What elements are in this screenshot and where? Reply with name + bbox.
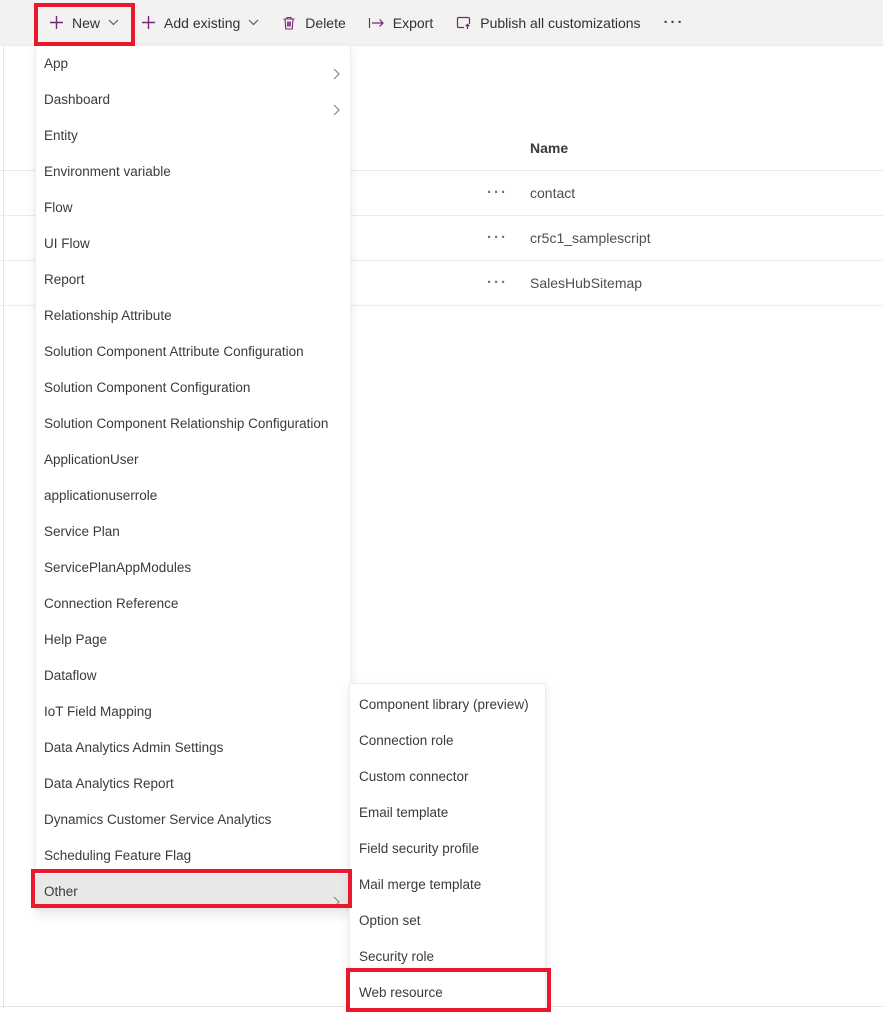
menu-item-label: IoT Field Mapping <box>44 704 152 719</box>
menu-item-applicationuser[interactable] <box>36 442 350 478</box>
publish-button-label: Publish all customizations <box>480 14 641 31</box>
menu-item-flow[interactable] <box>36 190 350 226</box>
menu-item-label: ApplicationUser <box>44 452 139 467</box>
menu-item-report[interactable] <box>36 262 350 298</box>
submenu-item-label: Connection role <box>359 733 454 748</box>
export-arrow-icon <box>368 16 385 30</box>
menu-item-label: ServicePlanAppModules <box>44 560 192 575</box>
submenu-item-connection-role[interactable] <box>350 723 545 759</box>
menu-item-label: Dashboard <box>44 92 111 107</box>
delete-button[interactable] <box>270 0 356 46</box>
new-dropdown-menu <box>35 45 351 911</box>
row-name-cell: SalesHubSitemap <box>530 275 643 291</box>
menu-item-environment-variable[interactable] <box>36 154 350 190</box>
submenu-item-security-role[interactable] <box>350 939 545 975</box>
chevron-right-icon <box>333 886 340 922</box>
menu-item-label: Solution Component Relationship Configuration <box>44 416 329 431</box>
row-menu-ellipsis-icon[interactable]: ··· <box>487 184 508 201</box>
delete-button-label: Delete <box>305 14 346 31</box>
submenu-item-field-security-profile[interactable] <box>350 831 545 867</box>
submenu-item-label: Web resource <box>359 985 443 1000</box>
submenu-item-custom-connector[interactable] <box>350 759 545 795</box>
menu-item-dashboard[interactable] <box>36 82 350 118</box>
menu-item-label: Other <box>44 884 78 899</box>
menu-item-label: Data Analytics Report <box>44 776 174 791</box>
publish-all-customizations-button[interactable] <box>444 0 651 46</box>
submenu-item-label: Custom connector <box>359 769 469 784</box>
menu-item-app[interactable] <box>36 46 350 82</box>
command-bar <box>0 0 883 46</box>
chevron-down-icon <box>248 19 259 26</box>
menu-item-label: Dataflow <box>44 668 97 683</box>
menu-item-other[interactable] <box>36 874 350 910</box>
submenu-item-component-library-preview[interactable] <box>350 687 545 723</box>
submenu-item-mail-merge-template[interactable] <box>350 867 545 903</box>
menu-item-label: Connection Reference <box>44 596 179 611</box>
menu-item-entity[interactable] <box>36 118 350 154</box>
menu-item-connection-reference[interactable] <box>36 586 350 622</box>
publish-icon <box>455 15 472 31</box>
menu-item-data-analytics-admin-settings[interactable] <box>36 730 350 766</box>
menu-item-label: Environment variable <box>44 164 171 179</box>
menu-item-solution-component-configuration[interactable] <box>36 370 350 406</box>
submenu-item-label: Email template <box>359 805 449 820</box>
trash-icon <box>281 15 297 31</box>
menu-item-dataflow[interactable] <box>36 658 350 694</box>
plus-icon <box>141 15 156 30</box>
chevron-down-icon <box>108 19 119 26</box>
menu-item-label: Dynamics Customer Service Analytics <box>44 812 272 827</box>
export-button[interactable] <box>357 0 444 46</box>
other-submenu <box>349 683 546 1011</box>
menu-item-label: Flow <box>44 200 73 215</box>
submenu-item-label: Component library (preview) <box>359 697 529 712</box>
menu-item-label: applicationuserrole <box>44 488 158 503</box>
menu-item-label: Solution Component Configuration <box>44 380 251 395</box>
menu-item-relationship-attribute[interactable] <box>36 298 350 334</box>
submenu-item-email-template[interactable] <box>350 795 545 831</box>
submenu-item-option-set[interactable] <box>350 903 545 939</box>
menu-item-help-page[interactable] <box>36 622 350 658</box>
menu-item-label: Solution Component Attribute Configuration <box>44 344 304 359</box>
menu-item-dynamics-customer-service-analytics[interactable] <box>36 802 350 838</box>
submenu-item-web-resource[interactable] <box>350 975 545 1011</box>
submenu-item-label: Security role <box>359 949 435 964</box>
menu-item-iot-field-mapping[interactable] <box>36 694 350 730</box>
row-name-cell: cr5c1_samplescript <box>530 230 651 246</box>
menu-item-label: Relationship Attribute <box>44 308 172 323</box>
export-button-label: Export <box>392 14 434 31</box>
menu-item-label: Scheduling Feature Flag <box>44 848 192 863</box>
menu-item-label: Entity <box>44 128 78 143</box>
menu-item-applicationuserrole[interactable] <box>36 478 350 514</box>
menu-item-label: App <box>44 56 69 71</box>
menu-item-label: UI Flow <box>44 236 90 251</box>
menu-item-serviceplanappmodules[interactable] <box>36 550 350 586</box>
add-existing-button[interactable] <box>130 0 270 46</box>
menu-item-label: Service Plan <box>44 524 120 539</box>
row-menu-ellipsis-icon[interactable]: ··· <box>487 274 508 291</box>
submenu-item-label: Mail merge template <box>359 877 482 892</box>
menu-item-solution-component-attribute-configuration[interactable] <box>36 334 350 370</box>
menu-item-solution-component-relationship-configuration[interactable] <box>36 406 350 442</box>
ellipsis-icon: ··· <box>663 14 685 31</box>
menu-item-service-plan[interactable] <box>36 514 350 550</box>
menu-item-ui-flow[interactable] <box>36 226 350 262</box>
new-button[interactable] <box>38 0 130 46</box>
plus-icon <box>49 15 64 30</box>
new-button-label: New <box>72 14 101 31</box>
toolbar-overflow-button[interactable] <box>652 0 697 46</box>
menu-item-label: Report <box>44 272 85 287</box>
row-name-cell: contact <box>530 185 576 201</box>
menu-item-label: Help Page <box>44 632 108 647</box>
name-column-header[interactable]: Name <box>530 140 569 156</box>
menu-item-label: Data Analytics Admin Settings <box>44 740 224 755</box>
add-existing-button-label: Add existing <box>164 14 241 31</box>
menu-item-data-analytics-report[interactable] <box>36 766 350 802</box>
submenu-item-label: Option set <box>359 913 421 928</box>
row-menu-ellipsis-icon[interactable]: ··· <box>487 229 508 246</box>
menu-item-scheduling-feature-flag[interactable] <box>36 838 350 874</box>
submenu-item-label: Field security profile <box>359 841 480 856</box>
